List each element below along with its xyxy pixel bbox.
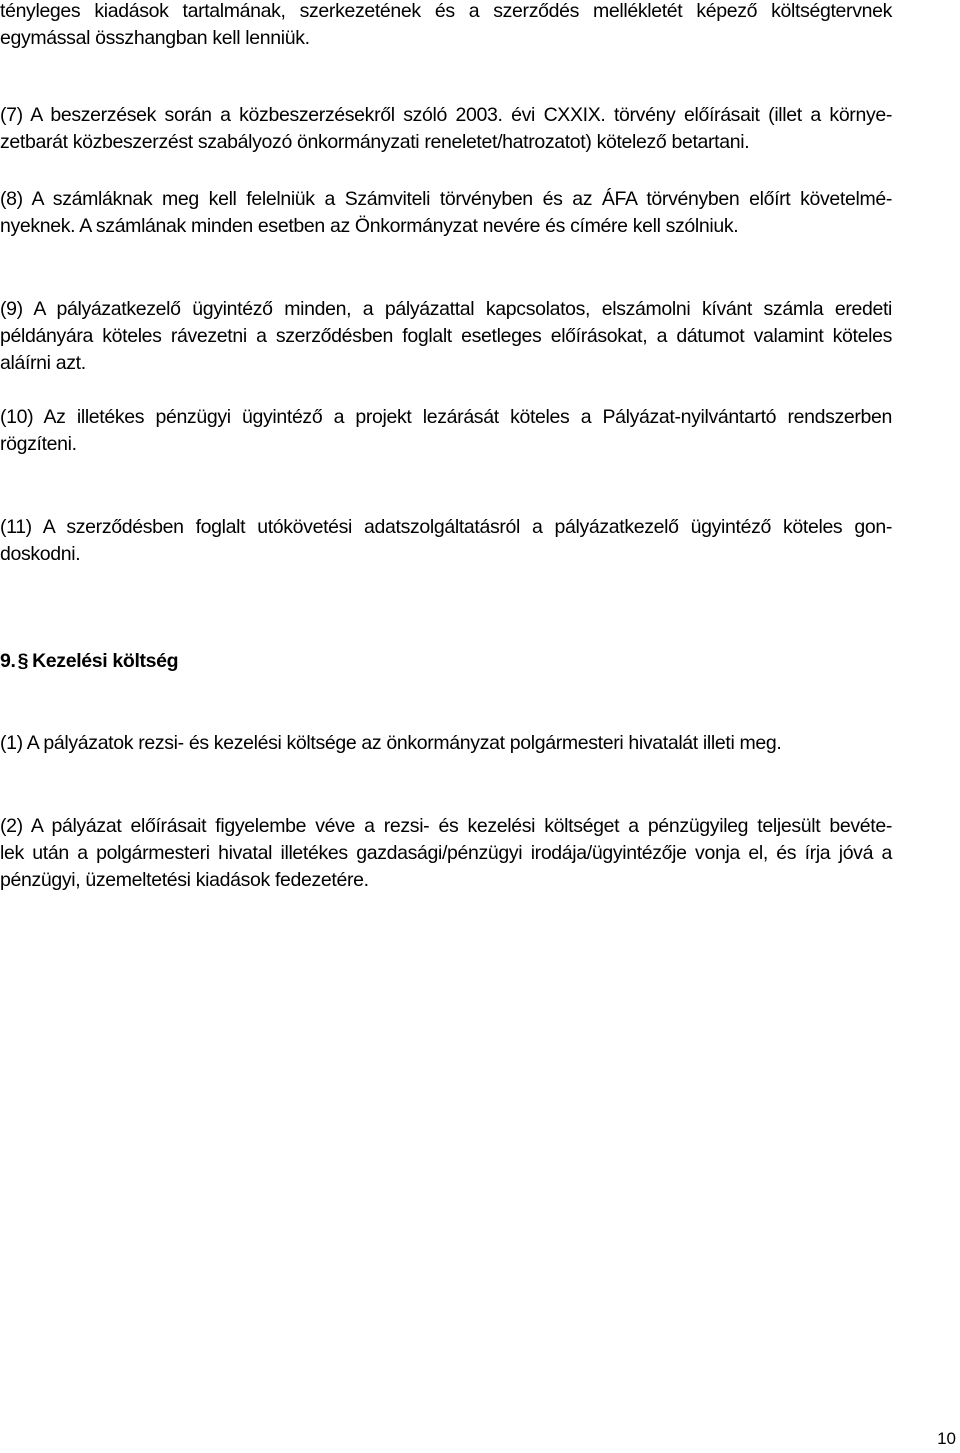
section-number: 9. (0, 650, 16, 672)
text-line: (9) A pályázatkezelő ügyintéző minden, a pályázattal kapcsolatos, elszámolni kívánt számla eredeti (0, 298, 892, 320)
paragraph-10 (0, 404, 892, 458)
text-line: tényleges kiadások tartalmának, szerkezetének és a szerződés mellékletét képező költségtervnek (0, 0, 892, 22)
text-line: (7) A beszerzések során a közbeszerzésekről szóló 2003. évi CXXIX. törvény előírásait (illet a környe- (0, 104, 892, 126)
text-line: pénzügyi, üzemeltetési kiadások fedezetére. (0, 869, 369, 891)
text-line: (11) A szerződésben foglalt utókövetési adatszolgáltatásról a pályázatkezelő ügyintéző köteles gon- (0, 516, 892, 538)
text-line: (10) Az illetékes pénzügyi ügyintéző a projekt lezárását köteles a Pályázat-nyilvántartó rendszerben (0, 406, 892, 428)
text-line: egymással összhangban kell lenniük. (0, 27, 310, 49)
section-paragraph-1 (0, 730, 892, 757)
paragraph-9 (0, 296, 892, 377)
section-symbol: § (17, 650, 29, 672)
text-line: (2) A pályázat előírásait figyelembe véve a rezsi- és kezelési költséget a pénzügyileg teljesült bevéte- (0, 815, 892, 837)
paragraph-11 (0, 514, 892, 568)
text-line: nyeknek. A számlának minden esetben az Önkormányzat nevére és címére kell szólniuk. (0, 215, 739, 237)
text-line: (8) A számláknak meg kell felelniük a Számviteli törvényben és az ÁFA törvényben előírt követelmé- (0, 188, 892, 210)
section-heading (0, 648, 178, 675)
text-line: rögzíteni. (0, 433, 77, 455)
paragraph-continuation (0, 0, 892, 52)
section-paragraph-2 (0, 813, 892, 894)
page-number: 10 (937, 1429, 956, 1448)
text-line: zetbarát közbeszerzést szabályozó önkormányzati reneletet/hatrozatot) kötelező betartani. (0, 131, 750, 153)
text-line: (1) A pályázatok rezsi- és kezelési költsége az önkormányzat polgármesteri hivatalát illeti meg. (0, 732, 782, 754)
text-line: aláírni azt. (0, 352, 86, 374)
paragraph-7 (0, 102, 892, 156)
text-line: doskodni. (0, 543, 81, 565)
text-line: példányára köteles rávezetni a szerződésben foglalt esetleges előírásokat, a dátumot valamint köteles (0, 325, 892, 347)
text-line: lek után a polgármesteri hivatal illetékes gazdasági/pénzügyi irodája/ügyintézője vonja el, és írja jóvá a (0, 842, 892, 864)
section-title: Kezelési költség (32, 650, 179, 672)
paragraph-8 (0, 186, 892, 240)
